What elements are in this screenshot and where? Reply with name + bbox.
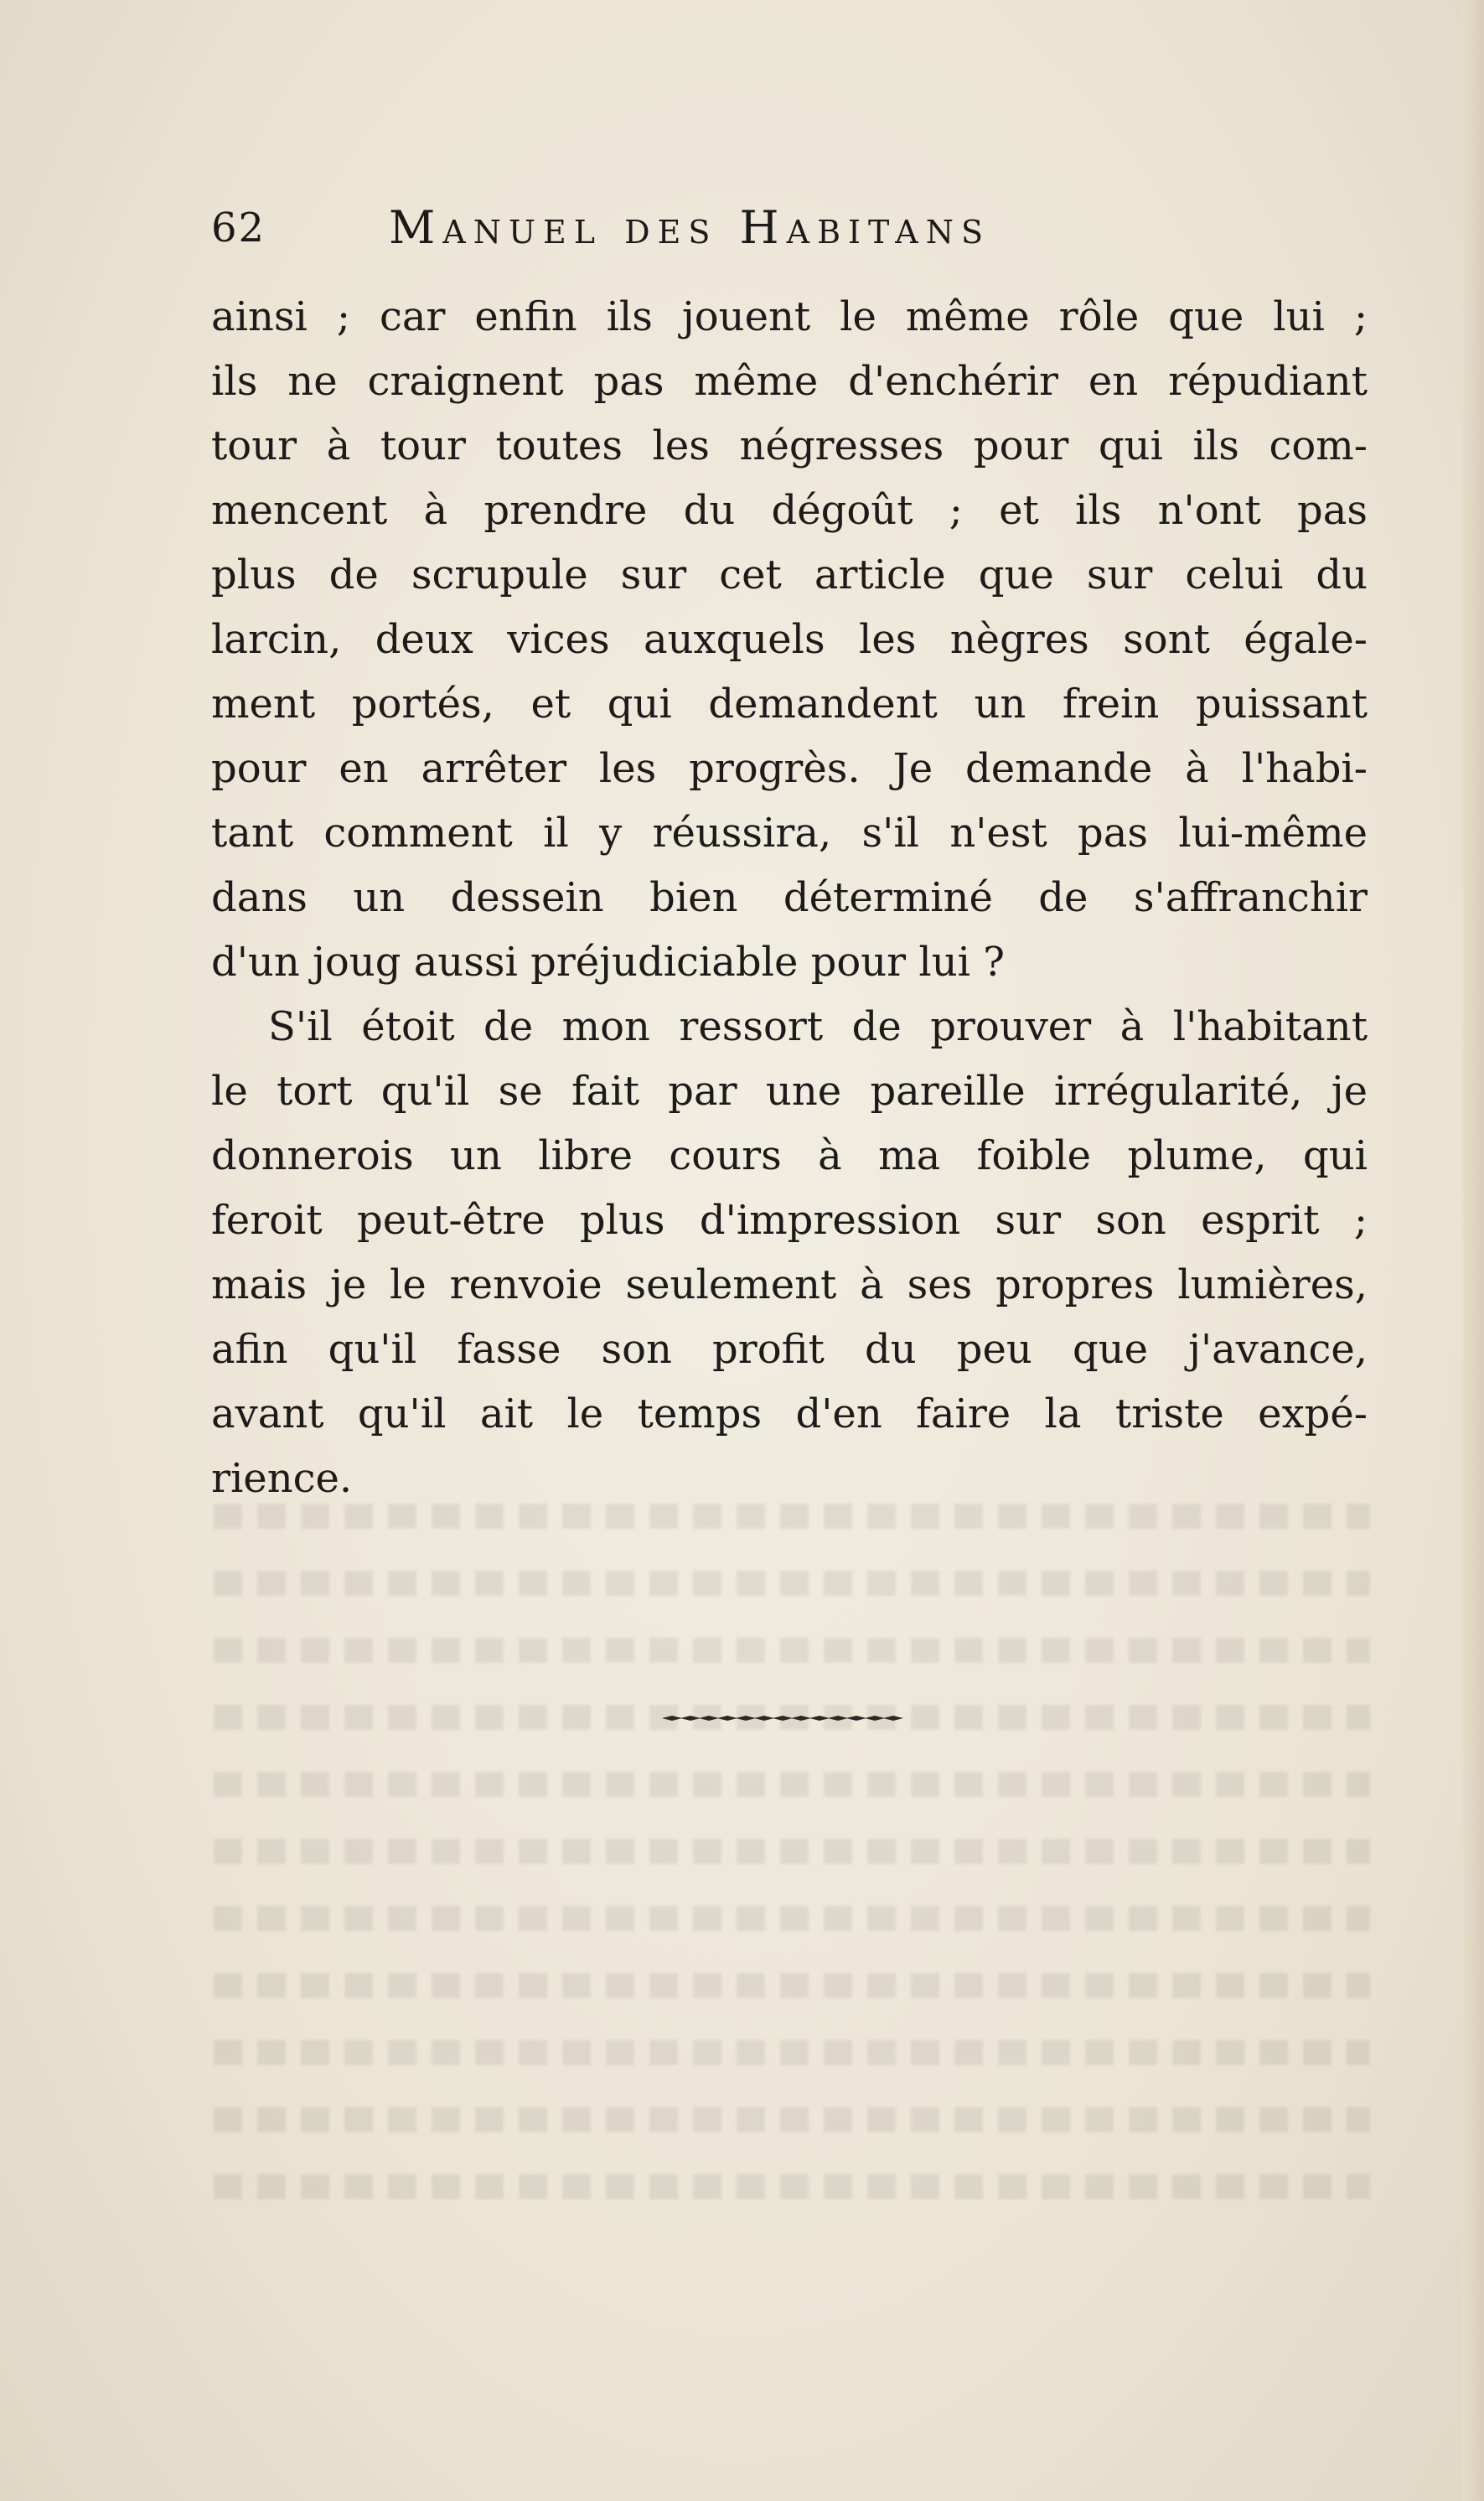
text-line: tour à tour toutes les négresses pour qui ils com- [211, 422, 1368, 469]
text-line: mencent à prendre du dégoût ; et ils n'ont pas [211, 487, 1368, 534]
body-text [211, 285, 1368, 1511]
text-line: rience. [211, 1455, 353, 1502]
running-header [211, 201, 1175, 268]
tailpiece-rule-icon [662, 1714, 913, 1722]
text-line: pour en arrêter les progrès. Je demande à l'habi- [211, 745, 1368, 792]
text-line: larcin, deux vices auxquels les nègres sont égale- [211, 616, 1368, 663]
text-line: feroit peut-être plus d'impression sur son esprit ; [211, 1197, 1368, 1244]
show-through-text [214, 1484, 1370, 2255]
page-number: 62 [211, 205, 266, 251]
text-line: plus de scrupule sur cet article que sur celui du [211, 551, 1368, 598]
text-line: dans un dessein bien déterminé de s'affranchir [211, 874, 1368, 921]
text-line: ment portés, et qui demandent un frein puissant [211, 681, 1368, 728]
text-line: avant qu'il ait le temps d'en faire la triste expé- [211, 1390, 1368, 1437]
running-title: Manuel des Habitans [389, 201, 991, 254]
page-edge [1462, 0, 1484, 2501]
text-line: tant comment il y réussira, s'il n'est pas lui-même [211, 810, 1368, 857]
text-line: S'il étoit de mon ressort de prouver à l'habitant [268, 1003, 1368, 1050]
text-line: ils ne craignent pas même d'enchérir en répudiant [211, 358, 1368, 405]
text-line: le tort qu'il se fait par une pareille irrégularité, je [211, 1068, 1368, 1115]
text-line: donnerois un libre cours à ma foible plume, qui [211, 1132, 1368, 1179]
text-line: d'un joug aussi préjudiciable pour lui ? [211, 939, 1005, 986]
text-line: ainsi ; car enfin ils jouent le même rôle que lui ; [211, 293, 1368, 340]
text-line: afin qu'il fasse son profit du peu que j'avance, [211, 1326, 1368, 1373]
text-line: mais je le renvoie seulement à ses propres lumières, [211, 1261, 1368, 1308]
